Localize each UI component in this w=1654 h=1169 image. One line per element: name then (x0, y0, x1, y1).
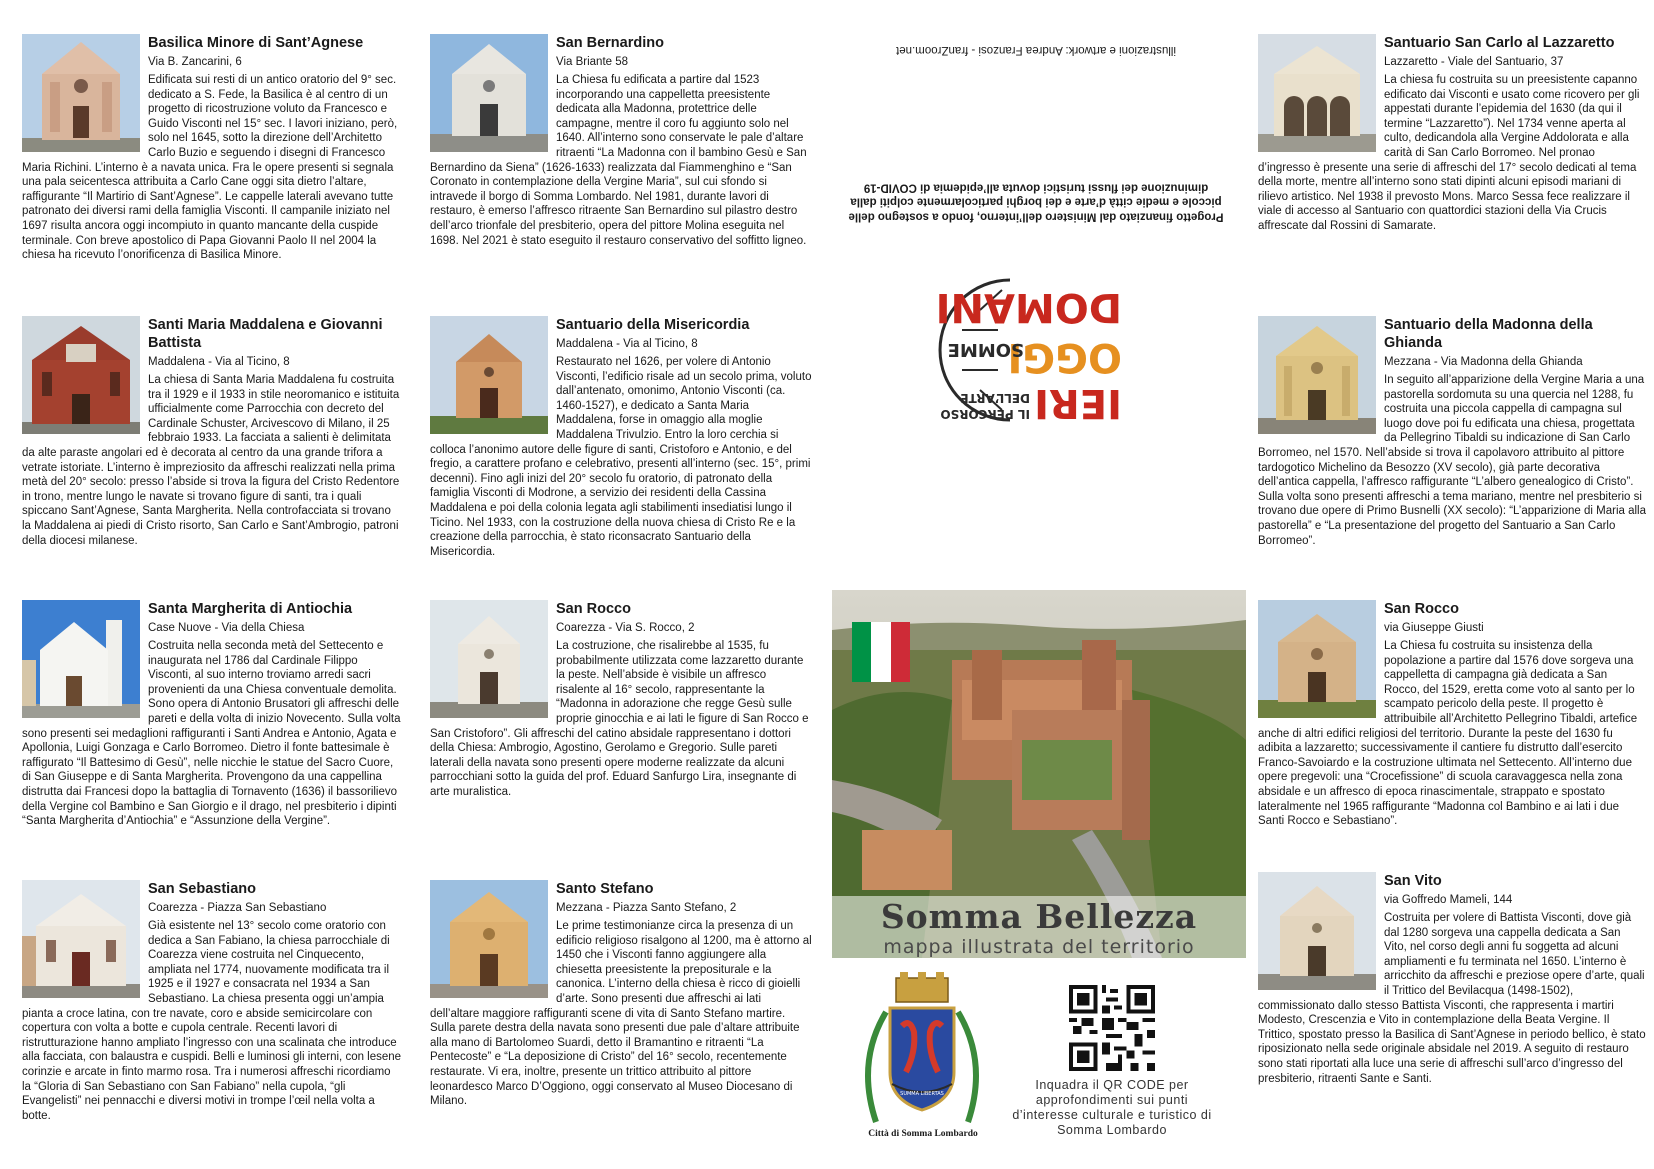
entry-address: Coarezza - Via S. Rocco, 2 (556, 622, 695, 634)
church-photo (1258, 872, 1376, 990)
entry-text: Costruita nella seconda metà del Settecento e inaugurata nel 1786 dal Cardinale Filippo Visconti, al suo interno troviamo arredi sacri provenienti da una Chiesa conventuale demolita. Sono opera di Antonio Brusatori gli affreschi delle pareti e della volta di inizio Novecento. Sulla volta sono presenti sei medaglioni raffiguranti i Santi Andrea e Antonio, Agata e Apollonia, Luigi Gonzaga e Carlo Borromeo. Dietro il fonte battesimale è raffigurato “Il Battesimo di Gesù”, nelle nicchie le statue del Sacro Cuore, di San Giuseppe e di Santa Margherita. Provengono da una cappellina distrutta dai Francesi dopo la battaglia di Tornavento (1636) il bassorilievo della Vergine col Bambino e San Giorgio e il drago, nel presbiterio i dipinti “Santa Margherita d’Antiochia” e “Assunzione della Vergine”. (22, 640, 401, 828)
flag-green-stripe (852, 622, 871, 682)
entry-address: Mezzana - Via Madonna della Ghianda (1384, 356, 1583, 368)
logo-oggi: OGGI (1007, 334, 1122, 380)
church-facade-icon (430, 34, 548, 152)
logo-line2: DELL’ARTE (960, 391, 1030, 405)
map-subtitle: mappa illustrata del territorio (883, 936, 1195, 958)
ieri-oggi-domani-logo (930, 270, 1130, 430)
illustration-credit: illustrazioni e artwork: Andrea Franzosi - franZroom.net (896, 44, 1176, 56)
church-facade-icon (1258, 34, 1376, 152)
church-photo (430, 880, 548, 998)
entry-text: Costruita per volere di Battista Visconti, dove già dal 1280 sorgeva una cappella dedicata a San Vito, nel corso degli anni fu soggetta ad alcuni ampliamenti e fu terminata nel 1650. L’interno è arricchito da affreschi e preziose opere d’arte, quali il Trittico del Bevilacqua (1498-1502), commissionato dallo stesso Battista Visconti, che rappresenta i martiri Modesto, Crescenzia e Vito in contemplazione della Beata Vergine. Il Trittico, spostato presso la Basilica di Sant’Agnese in periodo bellico, è stato riposizionato nella sede originale absidale nel 2019. A seguito di restauro sono stati riportati alla luce una serie di affreschi sull’arco d’ingresso del presbiterio, ritraenti Sante e Santi. (1258, 912, 1646, 1085)
logo-line1: IL PERCORSO (940, 407, 1030, 421)
entry-text: In seguito all’apparizione della Vergine Maria a una pastorella sordomuta su una quercia nel 1288, fu costruita una piccola cappella di campagna sul luogo dove poi fu edificata una chiesa, progettata da Pellegrino Tibaldi su indicazione di San Carlo Borromeo, nel 1570. Nell’abside si trova il capolavoro attribuito al pittore tardogotico Michelino da Besozzo (XV secolo), già parte decorativa dell’antica cappella, l’affresco raffigurante “L’albero genealogico di Cristo”. Sulla volta sono presenti affreschi a tema mariano, mentre nel presbiterio si trovano due opere di Primo Busnelli (XX secolo): “L’apparizione di Maria alla pastorella” e “La presentazione del progetto del Santuario a San Carlo Borromeo”. (1258, 374, 1646, 547)
map-title: Somma Bellezza (880, 897, 1198, 936)
entry-san-vito (1258, 872, 1646, 1142)
entry-title: Basilica Minore di Sant’Agnese (148, 35, 364, 51)
coat-of-arms-icon (856, 972, 988, 1142)
logo-somme: SOMME (947, 339, 1024, 360)
entry-san-bernardino (430, 34, 812, 296)
entry-text: Già esistente nel 13° secolo come oratorio con dedica a San Fabiano, la chiesa parrocchiale di Coarezza viene costruita nel Cinquecento, ampliata nel 1774, nuovamente modificata tra il 1925 e il 1927 e consacrata nel 1934 a San Sebastiano. La chiesa presenta oggi un’ampia pianta a croce latina, con tre navate, coro e abside semicircolare con copertura con volta a botte e cupola centrale. Recenti lavori di ristrutturazione hanno ampliato l’ingresso con una scalinata che introduce alla facciata, con balaustra e cuspidi. Belli e luminosi gli interni, con lesene corinzie e arcate in finto marmo rosa. Tra i numerosi affreschi ricordiamo la “Gloria di San Sebastiano con San Fabiano” nella cupola, “gli Evangelisti” nei pennacchi e diversi motivi in trompe l’œil nella volta a botte. (22, 920, 402, 1122)
entry-address: via Goffredo Mameli, 144 (1384, 894, 1513, 906)
city-crest (856, 972, 988, 1142)
entry-address: Mezzana - Piazza Santo Stefano, 2 (556, 902, 737, 914)
entry-text: Edificata sui resti di un antico oratorio del 9° sec. dedicato a S. Fede, la Basilica è al centro di un progetto di ricostruzione voluto da Francesco e Guido Visconti nel 15° sec. I lavori iniziano, però, solo nel 1645, sotto la direzione dell’Architetto Carlo Buzio e seguendo i disegni di Francesco Maria Richini. L’interno è a navata unica. Fra le opere presenti si segnala una pala seicentesca attribuita a Carlo Cane oggi sita dietro l’altare, raffigurante “Il Martirio di Sant’Agnese”. Le cappelle laterali avevano tutte patronato dei diversi rami della famiglia Visconti. Il campanile iniziato nel 1697 risulta ancora oggi incompiuto in quanto mancante della cuspide terminale. Con breve apostolico di Papa Giovanni Paolo II nel 2004 la chiesa ha ricevuto l’onorificenza di Basilica Minore. (22, 74, 398, 262)
entry-santo-stefano (430, 880, 812, 1142)
entry-text: Restaurato nel 1626, per volere di Antonio Visconti, l’edificio risale ad un secolo prima, voluto dall’antenato, omonimo, Antonio Visconti (ca. 1460-1527), e dedicato a Santa Maria Maddalena, forse in omaggio alla moglie Maddalena Trivulzio. Entro la loro cerchia si colloca l’anonimo autore delle figure di santi, Cristoforo e Antonio, e del fregio, a carattere profano e celebrativo, presenti all’interno (sec. 15°, primi decenni). Fino agli inizi del 20° secolo fu oratorio, di patronato della famiglia Visconti di Modrone, a servizio dei residenti della Cassina Maddalena e poi della colonia legata agli stabilimenti insediatisi lungo il Ticino. Nel 1933, con la costruzione della nuova chiesa di Cristo Re e la creazione della parrocchia, è stato riconsacrato Santuario della Misericordia. (430, 356, 812, 558)
entry-address: Lazzaretto - Viale del Santuario, 37 (1384, 56, 1564, 68)
church-facade-icon (430, 600, 548, 718)
church-facade-icon (1258, 316, 1376, 434)
logo-ieri: IERI (1034, 380, 1122, 426)
brand-band (832, 896, 1246, 958)
entry-address: Coarezza - Piazza San Sebastiano (148, 902, 327, 914)
entry-text: La Chiesa fu costruita su insistenza della popolazione a partire dal 1576 dove sorgeva una cappelletta di campagna già dedicata a San Rocco, del 1529, eretta come voto al santo per lo scampato pericolo della peste. Il progetto è attribuibile all’Architetto Pellegrino Tibaldi, artefice anche di altri edifici religiosi del territorio. Durante la peste del 1630 fu adibita a lazzaretto; successivamente il cantiere fu distrutto dall’esercito Franco-Savoiardo e la costruzione ultimata nel Settecento. All’interno due opere pregevoli: una “Crocefissione” di scuola caravaggesca nella zona absidale e un affresco di epoca rinascimentale, strappato e spostato lateralmente nel 1965 raffigurante “Madonna col Bambino e ai lati i due Santi Rocco e Sebastiano”. (1258, 640, 1638, 828)
church-photo (22, 600, 140, 718)
entry-address: Maddalena - Via al Ticino, 8 (556, 338, 698, 350)
logo-domani: DOMANI (935, 284, 1122, 330)
church-facade-icon (430, 316, 548, 434)
flag-red-stripe (891, 622, 910, 682)
entry-san-rocco-giusti (1258, 600, 1646, 862)
church-facade-icon (1258, 600, 1376, 718)
entry-santi-maria-maddalena (22, 316, 402, 578)
entry-title: San Vito (1384, 873, 1442, 889)
italian-flag-icon (852, 622, 910, 682)
church-photo (1258, 316, 1376, 434)
church-facade-icon (22, 316, 140, 434)
entry-title: Santa Margherita di Antiochia (148, 601, 353, 617)
church-facade-icon (1258, 872, 1376, 990)
entry-title: San Sebastiano (148, 881, 256, 897)
church-photo (430, 316, 548, 434)
church-photo (22, 880, 140, 998)
entry-title: Santo Stefano (556, 881, 654, 897)
church-photo (1258, 600, 1376, 718)
church-facade-icon (22, 600, 140, 718)
entry-text: La costruzione, che risalirebbe al 1535, fu probabilmente utilizzata come lazzaretto durante la peste. Nell’abside è visibile un affresco risalente al 16° secolo, rappresentante la “Madonna in adorazione che regge Gesù sulle proprie ginocchia e ai lati le figure di San Rocco e San Cristoforo”. Gli affreschi del catino absidale rappresentano i dottori della Chiesa: Ambrogio, Agostino, Gerolamo e Gregorio. Sulle pareti laterali della navata sono presenti opere moderne realizzate da alcuni parrocchiani sotto la guida del prof. Eduard Sanfurgo Lira, insegnante di arte muralistica. (430, 640, 809, 798)
crest-motto: SUMMA LIBERTAS (900, 1091, 944, 1097)
entry-title: San Rocco (1384, 601, 1459, 617)
entry-basilica-sant-agnese (22, 34, 402, 296)
entry-text: La chiesa di Santa Maria Maddalena fu costruita tra il 1929 e il 1933 in stile neoromanico e istituita ufficialmente come Parrocchia con decreto del Cardinale Schuster, Arcivescovo di Milano, il 25 febbraio 1933. La facciata a salienti è delimitata da alte paraste angolari ed è decorata al centro da una grande trifora a vetrate istoriate. L’interno è impreziosito da affreschi realizzati nella prima metà del 20° secolo: presso l’abside si trova la figura del Cristo Redentore in trono, mentre lungo le navate si trovano figure di santi, tra i quali spiccano Sant’Agnese, Santa Margherita. Nella controfacciata si trovano la Maddalena ai piedi di Cristo risorto, San Carlo e Sant’Ambrogio, patroni della diocesi milanese. (22, 374, 400, 547)
entry-santa-margherita (22, 600, 402, 862)
entry-title: Santuario della Madonna della Ghianda (1384, 317, 1593, 351)
entry-text: La chiesa fu costruita su un preesistente capanno edificato dai Visconti e usato come ricovero per gli appestati durante l’epidemia del 1630 (da qui il termine “Lazzaretto”). Nel 1734 venne aperta al culto, dedicandola alla Vergine Addolorata e alla carità di San Carlo Borromeo. Nel pronao d’ingresso è presente una serie di affreschi del 17° secolo dedicati al tema della morte, mentre all’interno sono stati dipinti alcuni episodi mariani di rilievo artistico. Nel 1938 il prevosto Mons. Marco Sessa fece realizzare il viale di accesso al Santuario con quattordici stazioni della Via Crucis affrescate dal Rossini di Samarate. (1258, 74, 1640, 232)
qr-caption: Inquadra il QR CODE per approfondimenti sui punti d’interesse culturale e turistico di Somma Lombardo (1012, 1078, 1212, 1137)
church-facade-icon (22, 880, 140, 998)
entry-santuario-san-carlo (1258, 34, 1646, 296)
church-facade-icon (22, 34, 140, 152)
entry-title: Santuario della Misericordia (556, 317, 750, 333)
church-photo (430, 34, 548, 152)
entry-address: Via B. Zancarini, 6 (148, 56, 242, 68)
entry-santuario-misericordia (430, 316, 812, 578)
entry-address: Via Briante 58 (556, 56, 629, 68)
entry-title: Santuario San Carlo al Lazzaretto (1384, 35, 1615, 51)
church-photo (22, 34, 140, 152)
entry-san-sebastiano (22, 880, 402, 1142)
entry-text: La Chiesa fu edificata a partire dal 1523 incorporando una cappelletta preesistente dedicata alla Madonna, protettrice delle campagne, mentre il coro fu aggiunto solo nel 1640. All’interno sono conservate le pale d’altare ritraenti “La Madonna con il bambino Gesù e San Bernardino da Siena” (1626-1633) realizzata dal Fiammenghino e “San Coronato in contemplazione della Vergine Maria”, sul cui sfondo si intravede il borgo di Somma Lombardo. Nel 1981, durante lavori di restauro, è emerso l’affresco ritraente San Bernardino sul pilastro destro dell’arco trionfale del presbiterio, opera del pittore Molina eseguita nel 1698. Nel 2021 è stato eseguito il restauro conservativo del soffitto ligneo. (430, 74, 807, 247)
qr-code-icon (1069, 985, 1155, 1071)
entry-title: San Bernardino (556, 35, 664, 51)
church-photo (1258, 34, 1376, 152)
entry-title: San Rocco (556, 601, 631, 617)
church-photo (430, 600, 548, 718)
qr-code[interactable] (1069, 985, 1155, 1071)
church-photo (22, 316, 140, 434)
entry-san-rocco-coarezza (430, 600, 812, 862)
entry-address: Case Nuove - Via della Chiesa (148, 622, 305, 634)
project-funding-note: Progetto finanziato dal Ministero dell’interno, fondo a sostegno delle piccole e medie città d’arte e dei borghi particolarmente colpiti dalla diminuzione dei flussi turistici dovuta all’epidemia di COVID-19 (848, 181, 1224, 223)
entry-madonna-della-ghianda (1258, 316, 1646, 578)
entry-address: Maddalena - Via al Ticino, 8 (148, 356, 290, 368)
entry-text: Le prime testimonianze circa la presenza di un edificio religioso risalgono al 1200, ma è attorno al 1450 che i Visconti fanno aggiungere alla chiesetta preesistente la prepositurale e la canonica. L’interno della chiesa è ricco di gioielli d’arte. Sono presenti due affreschi ai lati dell’altare maggiore raffiguranti scene di vita di Santo Stefano martire. Sulla parete destra della navata sono presenti due pale d’altare attribuite alla mano di Bartolomeo Suardi, detto il Bramantino e ritraenti “La Pentecoste” e “La deposizione di Cristo” del 16° secolo, recentemente restaurate. Vi era, inoltre, presente un trittico attribuito al pittore leonardesco Marco D’Oggiono, oggi conservato al Museo Diocesano di Milano. (430, 920, 812, 1108)
flag-white-stripe (871, 622, 890, 682)
church-facade-icon (430, 880, 548, 998)
crest-caption: Città di Somma Lombardo (868, 1129, 978, 1139)
entry-address: via Giuseppe Giusti (1384, 622, 1484, 634)
entry-title: Santi Maria Maddalena e Giovanni Battista (148, 317, 383, 351)
logo-icon (930, 270, 1130, 430)
